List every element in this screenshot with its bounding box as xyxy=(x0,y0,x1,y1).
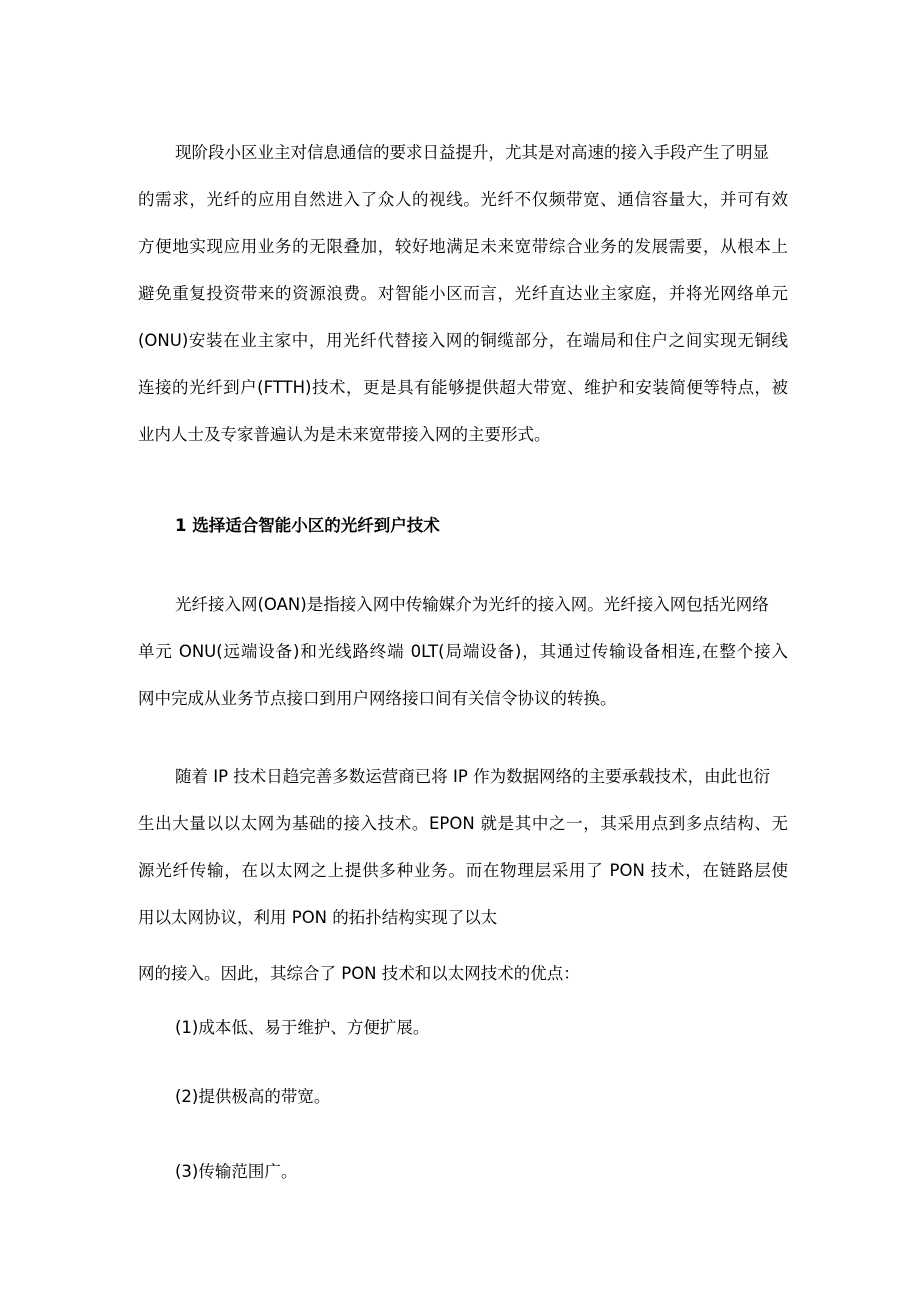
list-item: (2)提供极高的带宽。 xyxy=(175,1087,331,1106)
paragraph-line: 网的接入。因此，其综合了 PON 技术和以太网技术的优点： xyxy=(138,964,580,983)
paragraph-line: 连接的光纤到户(FTTH)技术，更是具有能够提供超大带宽、维护和安装简便等特点，被 xyxy=(138,378,788,397)
paragraph-line: 现阶段小区业主对信息通信的要求日益提升，尤其是对高速的接入手段产生了明显 xyxy=(175,143,769,162)
paragraph-line: 方便地实现应用业务的无限叠加，较好地满足未来宽带综合业务的发展需要，从根本上 xyxy=(138,237,788,256)
section-heading: 1 选择适合智能小区的光纤到户技术 xyxy=(175,516,440,535)
paragraph-line: 的需求，光纤的应用自然进入了众人的视线。光纤不仅频带宽、通信容量大，并可有效 xyxy=(138,190,788,209)
list-item: (3)传输范围广。 xyxy=(175,1162,298,1181)
paragraph-line: 单元 ONU(远端设备)和光线路终端 0LT(局端设备)，其通过传输设备相连,在整个接入 xyxy=(138,642,788,661)
paragraph-line: 随着 IP 技术日趋完善多数运营商已将 IP 作为数据网络的主要承载技术，由此也衍 xyxy=(175,767,771,786)
paragraph-line: 业内人士及专家普遍认为是未来宽带接入网的主要形式。 xyxy=(138,425,551,444)
paragraph-line: 生出大量以以太网为基础的接入技术。EPON 就是其中之一，其采用点到多点结构、无 xyxy=(138,814,788,833)
paragraph-line: 用以太网协议，利用 PON 的拓扑结构实现了以太 xyxy=(138,908,498,927)
paragraph-line: (ONU)安装在业主家中，用光纤代替接入网的铜缆部分，在端局和住户之间实现无铜线 xyxy=(138,331,788,350)
paragraph-line: 网中完成从业务节点接口到用户网络接口间有关信令协议的转换。 xyxy=(138,689,617,708)
paragraph-line: 光纤接入网(OAN)是指接入网中传输媒介为光纤的接入网。光纤接入网包括光网络 xyxy=(175,595,769,614)
list-item: (1)成本低、易于维护、方便扩展。 xyxy=(175,1018,430,1037)
paragraph-line: 避免重复投资带来的资源浪费。对智能小区而言，光纤直达业主家庭，并将光网络单元 xyxy=(138,284,788,303)
paragraph-line: 源光纤传输，在以太网之上提供多种业务。而在物理层采用了 PON 技术，在链路层使 xyxy=(138,861,788,880)
